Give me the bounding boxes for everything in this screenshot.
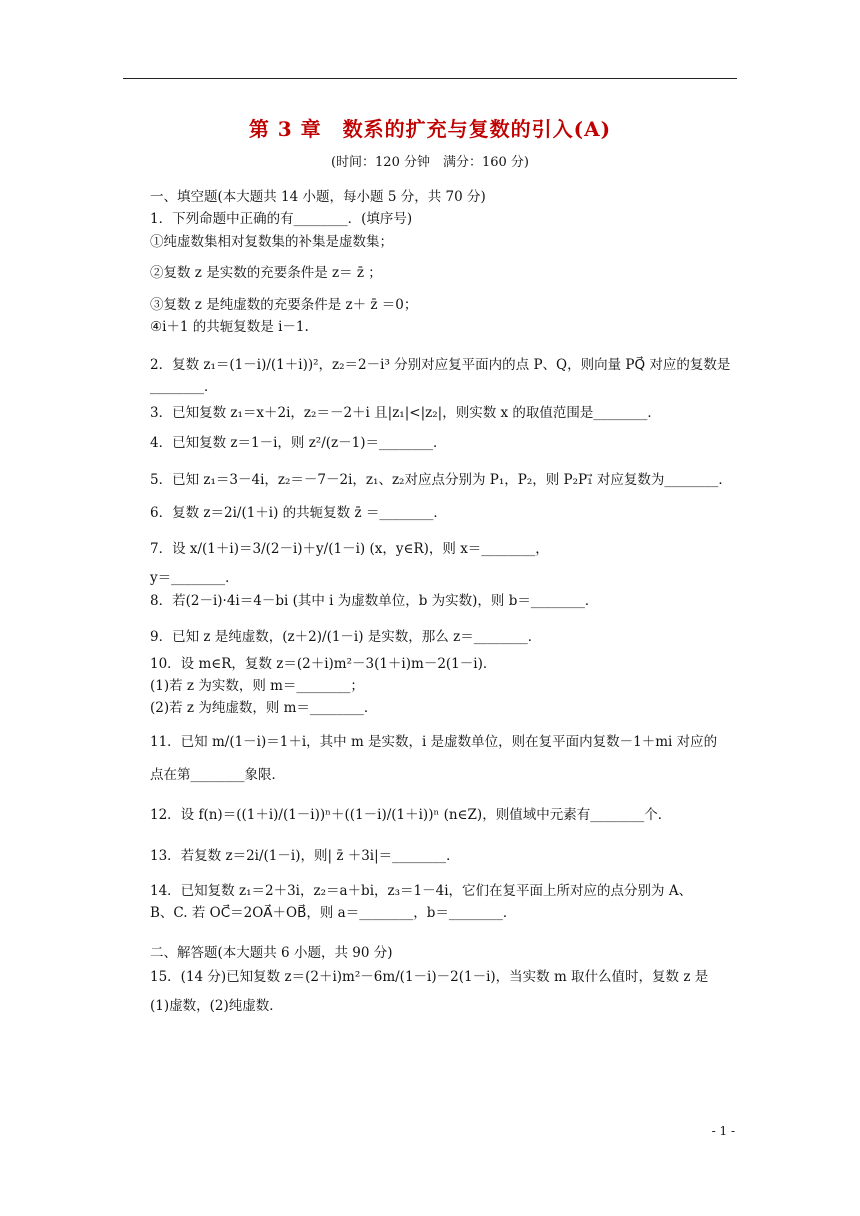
question-line: 5．已知 z₁＝3－4i，z₂＝－7－2i，z₁、z₂对应点分别为 P₁，P₂，则 P₂P₁⃗ 对应复数为________． [150, 472, 732, 488]
question-line: 7．设 x/(1＋i)＝3/(2－i)＋y/(1－i) (x，y∈R)，则 x＝________， [150, 541, 549, 557]
section-heading-solutions: 二、解答题(本大题共 6 小题，共 90 分) [150, 945, 393, 961]
page-title: 第 3 章 数系的扩充与复数的引入(A) [248, 117, 612, 141]
question-line: 1．下列命题中正确的有________．(填序号) [150, 211, 413, 227]
question-line: 8．若(2－i)·4i＝4－bi (其中 i 为虚数单位，b 为实数)，则 b＝________． [150, 593, 599, 609]
question-line: ③复数 z 是纯虚数的充要条件是 z＋ z̄ ＝0； [150, 297, 418, 313]
question-line: 11．已知 m/(1－i)＝1＋i，其中 m 是实数，i 是虚数单位，则在复平面内复数－1＋mi 对应的 [150, 734, 718, 750]
page-number: - 1 - [711, 1124, 735, 1138]
question-line: (1)若 z 为实数，则 m＝________； [150, 678, 364, 694]
question-line: 6．复数 z＝2i/(1＋i) 的共轭复数 z̄ ＝________． [150, 505, 447, 521]
question-line: ②复数 z 是实数的充要条件是 z＝ z̄ ； [150, 265, 382, 281]
section-heading-fill-blank: 一、填空题(本大题共 14 小题，每小题 5 分，共 70 分) [150, 189, 486, 205]
question-line: (2)若 z 为纯虚数，则 m＝________． [150, 700, 378, 716]
question-line: 3．已知复数 z₁＝x＋2i，z₂＝－2＋i 且|z₁|<|z₂|，则实数 x 的取值范围是________． [150, 405, 661, 421]
question-line: 点在第________象限． [150, 767, 285, 783]
question-line: 9．已知 z 是纯虚数，(z＋2)/(1－i) 是实数，那么 z＝________． [150, 629, 542, 645]
exam-info: (时间：120 分钟 满分：160 分) [330, 155, 530, 170]
question-line: ④i＋1 的共轭复数是 i－1. [150, 319, 309, 335]
question-line: 12．设 f(n)＝((1＋i)/(1－i))ⁿ＋((1－i)/(1＋i))ⁿ (n∈Z)，则值域中元素有________个． [150, 807, 672, 823]
question-line: 15．(14 分)已知复数 z＝(2＋i)m²－6m/(1－i)－2(1－i)，当实数 m 取什么值时，复数 z 是 [150, 969, 709, 985]
question-line: y＝________． [150, 570, 239, 586]
question-line: 14．已知复数 z₁＝2＋3i，z₂＝a＋bi，z₃＝1－4i，它们在复平面上所对应的点分别为 A、 [150, 883, 693, 899]
question-line: 10．设 m∈R，复数 z＝(2＋i)m²－3(1＋i)m－2(1－i)． [150, 656, 497, 672]
question-line: B、C. 若 OC⃗＝2OA⃗＋OB⃗，则 a＝________，b＝________． [150, 905, 517, 921]
question-line: 13．若复数 z＝2i/(1－i)，则| z̄ ＋3i|＝________． [150, 848, 460, 864]
top-rule [123, 78, 737, 79]
question-line: (1)虚数，(2)纯虚数． [150, 998, 283, 1014]
question-line: ________． [150, 379, 218, 395]
question-line: 4．已知复数 z＝1－i，则 z²/(z－1)＝________． [150, 435, 447, 451]
question-line: ①纯虚数集相对复数集的补集是虚数集； [150, 234, 393, 250]
question-line: 2．复数 z₁＝(1－i)/(1＋i))²，z₂＝2－i³ 分别对应复平面内的点 P、Q，则向量 PQ⃗ 对应的复数是 [150, 357, 731, 373]
